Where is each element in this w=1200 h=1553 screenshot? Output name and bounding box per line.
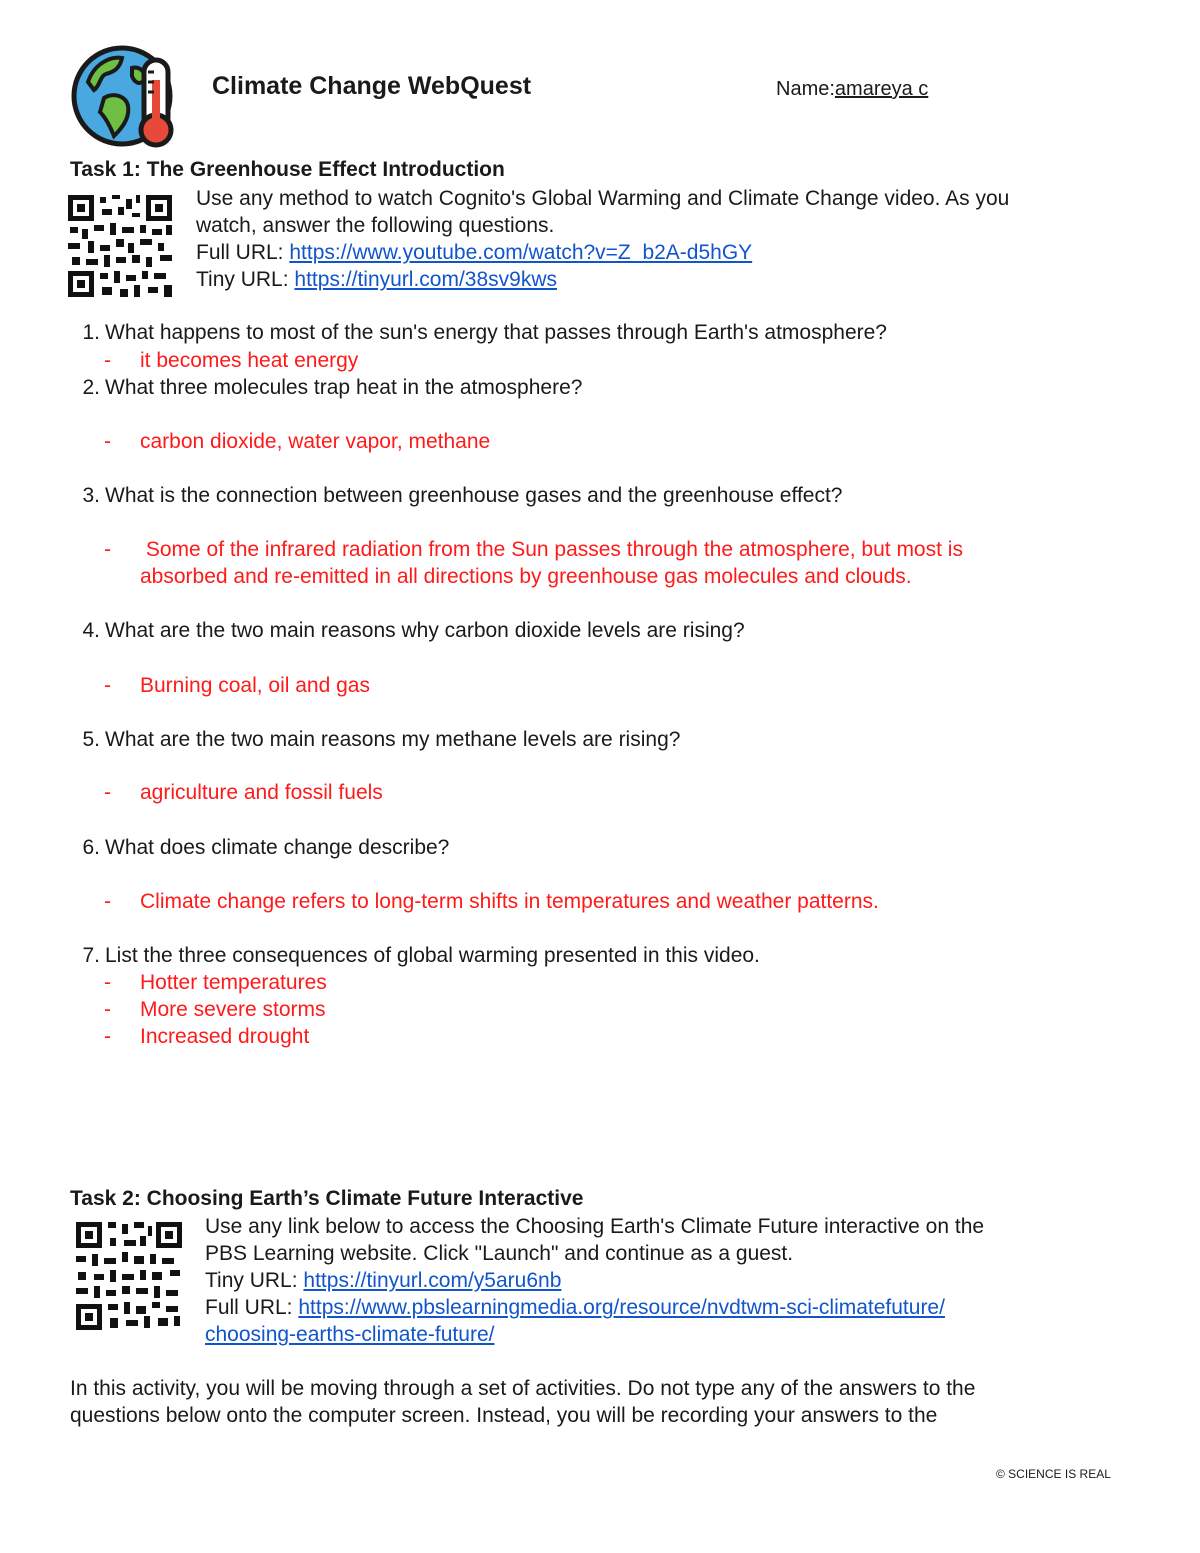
answer-6: - Climate change refers to long-term shifts in temperatures and weather patterns. xyxy=(104,890,879,913)
task2-tiny-url-link[interactable]: https://tinyurl.com/y5aru6nb xyxy=(303,1269,562,1292)
task2-heading: Task 2: Choosing Earth’s Climate Future Interactive xyxy=(70,1187,584,1210)
question-text: What happens to most of the sun's energy that passes through Earth's atmosphere? xyxy=(105,321,887,344)
answer-4: - Burning coal, oil and gas xyxy=(104,674,370,697)
logo xyxy=(70,42,182,150)
name-value: amareya c xyxy=(834,78,929,100)
question-6: 6. What does climate change describe? xyxy=(82,836,450,859)
task1-intro-line2: watch, answer the following questions. xyxy=(196,214,555,237)
answer-2: - carbon dioxide, water vapor, methane xyxy=(104,430,491,453)
task2-intro-line1: Use any link below to access the Choosing Earth's Climate Future interactive on the xyxy=(205,1215,985,1238)
globe-thermometer-icon xyxy=(70,42,182,150)
task2-tiny-url-row: Tiny URL: https://tinyurl.com/y5aru6nb xyxy=(205,1269,562,1292)
task2-full-url-link[interactable]: https://www.pbslearningmedia.org/resource/nvdtwm-sci-climatefuture/ xyxy=(298,1296,945,1319)
question-text: What are the two main reasons my methane levels are rising? xyxy=(105,728,681,751)
task1-heading: Task 1: The Greenhouse Effect Introduction xyxy=(70,158,505,181)
task2-intro-line2: PBS Learning website. Click "Launch" and continue as a guest. xyxy=(205,1242,794,1265)
name-field xyxy=(776,76,928,103)
task2-full-url-row: Full URL: https://www.pbslearningmedia.org/resource/nvdtwm-sci-climatefuture/ xyxy=(205,1296,945,1319)
task1-intro xyxy=(196,185,1009,293)
footer-copyright: © SCIENCE IS REAL xyxy=(996,1467,1111,1481)
question-2: 2. What three molecules trap heat in the atmosphere? xyxy=(82,376,583,399)
question-1: 1. What happens to most of the sun's energy that passes through Earth's atmosphere? xyxy=(82,321,887,344)
task2-full-url-link-cont[interactable]: choosing-earths-climate-future/ xyxy=(205,1323,495,1346)
answer-5: - agriculture and fossil fuels xyxy=(104,781,383,804)
question-text: What are the two main reasons why carbon dioxide levels are rising? xyxy=(105,619,745,642)
page-title: Climate Change WebQuest xyxy=(212,72,532,100)
task1-full-url-row: Full URL: https://www.youtube.com/watch?v=Z_b2A-d5hGY xyxy=(196,241,753,264)
question-text: What does climate change describe? xyxy=(105,836,450,859)
question-4: 4. What are the two main reasons why carbon dioxide levels are rising? xyxy=(82,619,745,642)
task1-intro-line1: Use any method to watch Cognito's Global Warming and Climate Change video. As you xyxy=(196,187,1010,210)
question-text: List the three consequences of global warming presented in this video. xyxy=(105,944,760,967)
task1-tiny-url-link[interactable]: https://tinyurl.com/38sv9kws xyxy=(294,268,558,291)
question-7: 7. List the three consequences of global warming presented in this video. xyxy=(82,944,760,967)
answer-3: - Some of the infrared radiation from the Sun passes through the atmosphere, but most is absorbed and re-emitted in all directions by greenhouse gas molecules and clouds. xyxy=(104,538,963,588)
question-3: 3. What is the connection between greenhouse gases and the greenhouse effect? xyxy=(82,484,843,507)
task2-paragraph: In this activity, you will be moving through a set of activities. Do not type any of the answers to the questions below onto the computer screen. Instead, you will be recording your answers to the xyxy=(70,1377,976,1427)
task1-tiny-url-row: Tiny URL: https://tinyurl.com/38sv9kws xyxy=(196,268,558,291)
answer-7: - Hotter temperatures - More severe storms - Increased drought xyxy=(104,971,327,1048)
name-label: Name: xyxy=(776,78,835,100)
qr-code-icon xyxy=(66,193,174,299)
question-5: 5. What are the two main reasons my methane levels are rising? xyxy=(82,728,681,751)
question-text: What three molecules trap heat in the atmosphere? xyxy=(105,376,583,399)
question-text: What is the connection between greenhouse gases and the greenhouse effect? xyxy=(105,484,843,507)
task2-intro xyxy=(205,1213,984,1348)
task1-full-url-link[interactable]: https://www.youtube.com/watch?v=Z_b2A-d5hGY xyxy=(289,241,753,264)
qr-code-icon xyxy=(74,1220,184,1332)
answer-1: - it becomes heat energy xyxy=(104,349,359,372)
